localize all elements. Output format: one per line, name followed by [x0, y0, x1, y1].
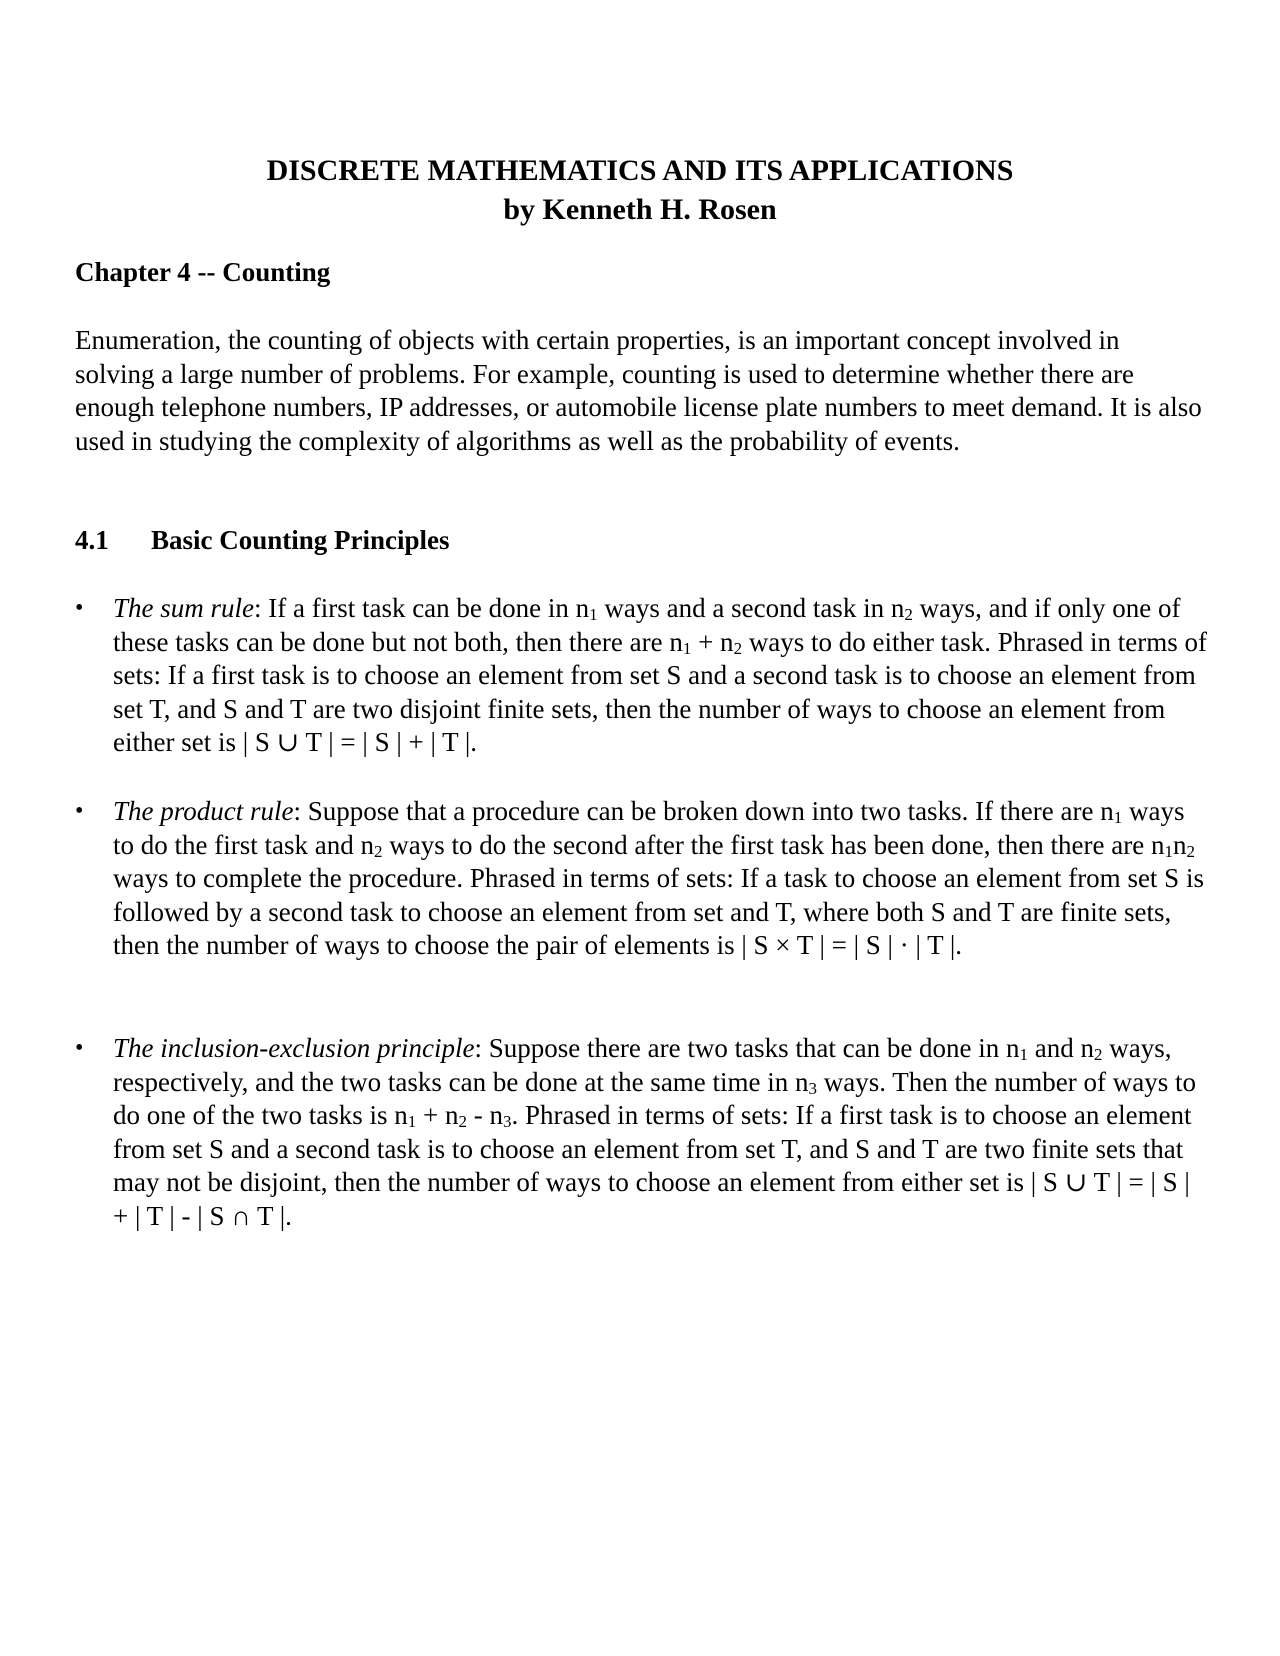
- term-sum-rule: The sum rule: [113, 593, 254, 623]
- text-fragment: ways to do the first task and n: [113, 796, 1185, 860]
- list-item-inclusion-exclusion: [75, 1032, 1208, 1234]
- text-fragment: and n: [1028, 1033, 1095, 1063]
- term-product-rule: The product rule: [113, 796, 294, 826]
- text-fragment: ways to do the second after the first task has been done, then there are n: [382, 829, 1165, 860]
- text-fragment: ways to complete the procedure. Phrased in terms of sets: If a task to choose an element from set S is followed by a second task to choose an element from set and T, where both S and T are finite sets, then the number of ways to choose the pair of elements is | S × T | = | S | · | T |.: [113, 863, 1204, 961]
- list-item-product-rule: [75, 795, 1208, 963]
- bullet-marker: •: [75, 595, 84, 621]
- text-fragment: ways, and if only one of these tasks can be done but not both, then there are n: [113, 593, 1181, 657]
- text-fragment: ways and a second task in n: [597, 593, 905, 623]
- subscript: 1: [682, 638, 692, 658]
- text-fragment: + n: [691, 626, 734, 657]
- subscript: 2: [904, 605, 913, 624]
- subscript: 3: [502, 1112, 512, 1132]
- intro-paragraph: Enumeration, the counting of objects with certain properties, is an important concept involved in solving a large number of problems. For example, counting is used to determine whether there are enough telephone numbers, IP addresses, or automobile license plate numbers to meet demand. It is also used in studying the complexity of algorithms as well as the probability of events.: [75, 325, 1202, 456]
- text-fragment: . Phrased in terms of sets: If a first task is to choose an element from set S and a second task is to choose an element from set T, and S and T are two finite sets that may not be disjoint, then the number of ways to choose an element from either set is | S ∪ T | = | S | + | T | - | S ∩ T |.: [113, 1100, 1192, 1231]
- text-fragment: ways, respectively, and the two tasks can be done at the same time in n: [113, 1033, 1172, 1097]
- term-inclusion-exclusion: The inclusion-exclusion principle: [113, 1033, 475, 1063]
- bullet-marker: •: [75, 798, 84, 824]
- list-item-sum-rule: [75, 592, 1208, 760]
- bullet-marker: •: [75, 1035, 84, 1061]
- section-title: Basic Counting Principles: [151, 525, 450, 555]
- subscript: 1: [589, 605, 598, 624]
- subscript: 1: [407, 1112, 417, 1132]
- subscript: 2: [1186, 841, 1195, 861]
- section-heading: [75, 523, 450, 557]
- text-fragment: n: [1172, 829, 1187, 860]
- subscript: 2: [373, 841, 383, 861]
- subscript: 1: [1164, 841, 1173, 861]
- subscript: 2: [733, 638, 743, 658]
- subscript: 2: [458, 1112, 467, 1132]
- subscript: 3: [808, 1078, 818, 1098]
- book-author: by Kenneth H. Rosen: [503, 193, 777, 226]
- subscript: 1: [1019, 1045, 1029, 1064]
- book-title: DISCRETE MATHEMATICS AND ITS APPLICATIONS: [266, 154, 1014, 187]
- text-fragment: + n: [416, 1100, 459, 1131]
- chapter-heading: Chapter 4 -- Counting: [75, 257, 331, 287]
- subscript: 1: [1113, 808, 1123, 827]
- text-fragment: : If a first task can be done in n: [254, 593, 590, 623]
- text-fragment: : Suppose that a procedure can be broken down into two tasks. If there are n: [293, 796, 1114, 826]
- text-fragment: - n: [466, 1100, 503, 1131]
- text-fragment: : Suppose there are two tasks that can be done in n: [474, 1033, 1020, 1063]
- subscript: 2: [1094, 1045, 1103, 1064]
- text-fragment: ways. Then the number of ways to do one of the two tasks is n: [113, 1066, 1196, 1131]
- text-fragment: ways to do either task. Phrased in terms of sets: If a first task is to choose an element from set S and a second task is to choose an element from set T, and S and T are two disjoint finite sets, then the number of ways to choose an element from either set is | S ∪ T | = | S | + | T |.: [113, 626, 1207, 758]
- section-number: 4.1: [75, 525, 109, 555]
